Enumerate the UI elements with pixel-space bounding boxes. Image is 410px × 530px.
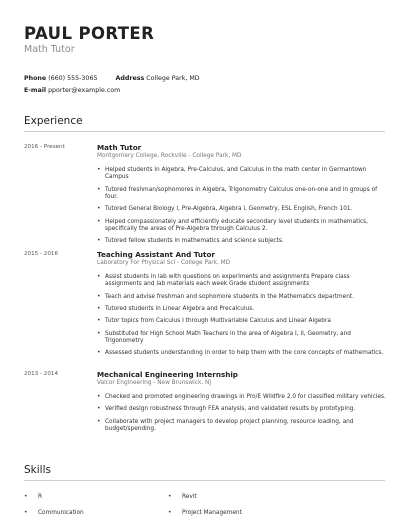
address-value: College Park, MD	[146, 75, 200, 82]
job-bullet: • Collaborate with project managers to develop project planning, resource loading, and budget/spending.	[97, 419, 387, 434]
job-bullet: • Helped compassionately and efficiently educate secondary level students in mathematics, specifically the areas of Pre-Algebra through Calculus 2.	[97, 219, 387, 234]
job-bullet: • Verified design robustness through FEA analysis, and validated results by prototyping.	[97, 406, 387, 413]
job-organization: Valcor Engineering - New Brunswick, NJ	[97, 380, 212, 386]
candidate-title: Math Tutor	[24, 44, 75, 55]
job-bullet: • Tutored General Biology I, Pre-Algebra, Algebra I, Geometry, ESL English, French 101.	[97, 206, 387, 213]
job-bullet: • Helped students in Algebra, Pre-Calculus, and Calculus in the math center in Germantown Campus	[97, 167, 387, 182]
job-bullet: • Checked and promoted engineering drawings in Pro/E Wildfire 2.0 for classified military vehicles.	[97, 394, 387, 401]
job-organization: Montgomery College, Rockville - College Park, MD	[97, 153, 242, 159]
job-bullet-list	[97, 167, 387, 251]
job-dates: 2013 - 2014	[24, 371, 59, 377]
job-bullet-list	[97, 274, 387, 363]
job-role: Mechanical Engineering Internship	[97, 370, 238, 379]
skill-item: • Revit	[168, 494, 197, 500]
skills-heading: Skills	[24, 464, 51, 476]
job-organization: Laboratory For Physical Sci - College Park, MD	[97, 260, 231, 266]
job-bullet: • Assist students in lab with questions on experiments and assignments Prepare class assignments and lab materials each week Grade student assignments	[97, 274, 387, 289]
phone-value: (660) 555-3065	[48, 75, 98, 82]
job-role: Teaching Assistant And Tutor	[97, 250, 215, 259]
job-role: Math Tutor	[97, 143, 142, 152]
job-bullet: • Teach and advise freshman and sophomore students in the Mathematics department.	[97, 294, 387, 301]
skill-item: • R	[24, 494, 43, 500]
job-dates: 2015 - 2016	[24, 251, 59, 257]
email-value: pporter@example.com	[48, 87, 121, 94]
job-bullet: • Tutored students in Linear Algebra and Precalculus.	[97, 306, 387, 313]
job-dates: 2016 - Present	[24, 144, 65, 150]
experience-divider	[24, 131, 385, 132]
email-label: E-mail	[24, 87, 47, 94]
experience-heading: Experience	[24, 115, 83, 127]
skill-item: • Project Management	[168, 510, 242, 516]
candidate-name: PAUL PORTER	[24, 24, 155, 43]
job-bullet: • Tutored fellow students in mathematics and science subjects.	[97, 238, 387, 245]
job-bullet: • Tutored freshman/sophomores in Algebra, Trigonometry Calculus one-on-one and in groups of four.	[97, 187, 387, 202]
skill-item: • Communication	[24, 510, 84, 516]
contact-line-phone-address	[24, 75, 200, 82]
job-bullet: • Tutor topics from Calculus I through Multivariable Calculus and Linear Algebra	[97, 318, 387, 325]
job-bullet: • Assessed students understanding in order to help them with the core concepts of mathematics.	[97, 350, 387, 357]
address-label: Address	[115, 75, 145, 82]
contact-line-email	[24, 87, 120, 94]
job-bullet: • Substituted for High School Math Teachers in the area of Algebra I, II, Geometry, and Trigonometry	[97, 331, 387, 346]
skills-divider	[24, 480, 385, 481]
phone-label: Phone	[24, 75, 47, 82]
job-bullet-list	[97, 394, 387, 438]
